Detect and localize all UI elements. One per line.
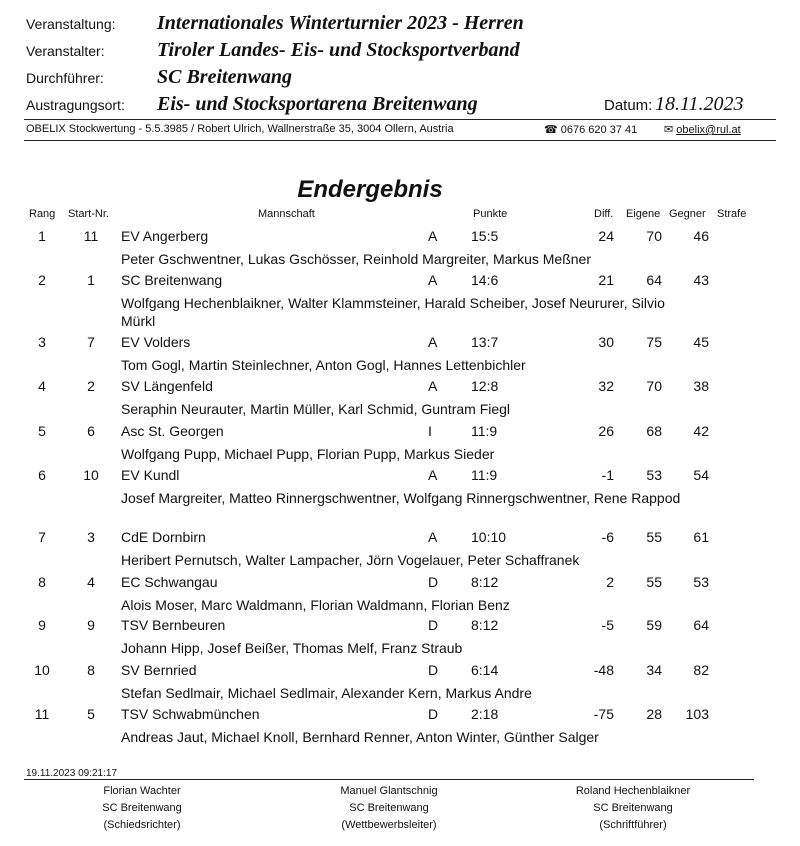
team-players: Seraphin Neurauter, Martin Müller, Karl Schmid, Guntram Fiegl xyxy=(121,401,511,417)
cell-team: EV Kundl xyxy=(121,467,180,483)
cell-gegner: 46 xyxy=(693,228,709,244)
team-players: Wolfgang Pupp, Michael Pupp, Florian Pupp, Markus Sieder xyxy=(121,446,495,462)
datum-label: Datum: xyxy=(604,97,653,114)
phone-number: 0676 620 37 41 xyxy=(560,124,638,136)
cell-group: A xyxy=(428,272,438,288)
col-start: Start-Nr. xyxy=(68,208,109,220)
cell-gegner: 61 xyxy=(693,529,709,545)
cell-diff: 30 xyxy=(598,334,614,350)
cell-start: 9 xyxy=(87,617,95,633)
divider xyxy=(24,140,776,141)
cell-eigene: 53 xyxy=(646,467,662,483)
cell-gegner: 103 xyxy=(685,706,709,722)
cell-eigene: 64 xyxy=(646,272,662,288)
datum-value: 18.11.2023 xyxy=(655,93,744,115)
signature-role: (Wettbewerbsleiter) xyxy=(341,819,437,831)
cell-punkte: 12:8 xyxy=(471,378,499,394)
cell-punkte: 10:10 xyxy=(471,529,507,545)
cell-rang: 10 xyxy=(34,662,50,678)
cell-group: A xyxy=(428,378,438,394)
cell-group: I xyxy=(428,423,432,439)
cell-eigene: 59 xyxy=(646,617,662,633)
field-label: Durchführer: xyxy=(26,70,104,86)
cell-team: SC Breitenwang xyxy=(121,272,223,288)
contact-email xyxy=(664,123,741,136)
cell-diff: -1 xyxy=(601,467,614,483)
cell-start: 2 xyxy=(87,378,95,394)
signature-club: SC Breitenwang xyxy=(593,802,673,814)
email-link[interactable]: obelix@rul.at xyxy=(676,124,741,136)
team-players: Peter Gschwentner, Lukas Gschösser, Reinhold Margreiter, Markus Meßner xyxy=(121,251,591,267)
signature-club: SC Breitenwang xyxy=(349,802,429,814)
cell-gegner: 43 xyxy=(693,272,709,288)
cell-rang: 8 xyxy=(38,574,46,590)
cell-gegner: 38 xyxy=(693,378,709,394)
signature-block xyxy=(52,783,232,834)
cell-diff: 2 xyxy=(606,574,614,590)
cell-diff: 26 xyxy=(598,423,614,439)
cell-team: TSV Bernbeuren xyxy=(121,617,226,633)
col-gegner: Gegner xyxy=(669,208,706,220)
col-strafe: Strafe xyxy=(717,208,747,220)
page-title: Endergebnis xyxy=(297,176,443,203)
cell-team: EV Volders xyxy=(121,334,191,350)
cell-team: EV Angerberg xyxy=(121,228,209,244)
signature-club: SC Breitenwang xyxy=(102,802,182,814)
field-label: Veranstaltung: xyxy=(26,16,116,32)
cell-punkte: 14:6 xyxy=(471,272,499,288)
cell-gegner: 82 xyxy=(693,662,709,678)
field-value: Tiroler Landes- Eis- und Stocksportverband xyxy=(157,39,520,61)
cell-team: SV Längenfeld xyxy=(121,378,213,394)
cell-start: 6 xyxy=(87,423,95,439)
field-label: Austragungsort: xyxy=(26,97,125,113)
team-players: Josef Margreiter, Matteo Rinnergschwentner, Wolfgang Rinnergschwentner, Rene Rappod xyxy=(121,490,681,506)
team-players: Johann Hipp, Josef Beißer, Thomas Melf, Franz Straub xyxy=(121,640,463,656)
field-value: SC Breitenwang xyxy=(157,66,293,88)
cell-start: 7 xyxy=(87,334,95,350)
signature-role: (Schiedsrichter) xyxy=(103,819,181,831)
cell-gegner: 64 xyxy=(693,617,709,633)
header-row-veranstalter xyxy=(26,39,766,65)
cell-punkte: 2:18 xyxy=(471,706,499,722)
cell-rang: 11 xyxy=(34,706,50,722)
cell-eigene: 68 xyxy=(646,423,662,439)
field-label: Veranstalter: xyxy=(26,43,105,59)
cell-punkte: 15:5 xyxy=(471,228,499,244)
divider xyxy=(24,779,754,780)
cell-punkte: 11:9 xyxy=(471,467,498,483)
cell-group: A xyxy=(428,467,438,483)
contact-phone xyxy=(544,123,637,136)
cell-start: 5 xyxy=(87,706,95,722)
header-row-veranstaltung xyxy=(26,12,766,38)
cell-rang: 6 xyxy=(38,467,46,483)
team-players: Alois Moser, Marc Waldmann, Florian Waldmann, Florian Benz xyxy=(121,597,510,613)
cell-gegner: 42 xyxy=(693,423,709,439)
header-row-austragungsort xyxy=(26,93,766,119)
cell-gegner: 53 xyxy=(693,574,709,590)
team-players: Andreas Jaut, Michael Knoll, Bernhard Renner, Anton Winter, Günther Salger xyxy=(121,729,599,745)
cell-rang: 1 xyxy=(38,228,46,244)
cell-punkte: 8:12 xyxy=(471,617,499,633)
cell-punkte: 11:9 xyxy=(471,423,498,439)
cell-punkte: 6:14 xyxy=(471,662,499,678)
cell-diff: -5 xyxy=(601,617,614,633)
cell-start: 10 xyxy=(83,467,99,483)
cell-group: A xyxy=(428,228,438,244)
team-players: Wolfgang Hechenblaikner, Walter Klammsteiner, Harald Scheiber, Josef Neururer, Silvio Mürkl xyxy=(121,295,665,329)
cell-diff: 21 xyxy=(598,272,614,288)
signature-name: Roland Hechenblaikner xyxy=(575,785,691,797)
cell-eigene: 70 xyxy=(646,378,662,394)
team-players: Tom Gogl, Martin Steinlechner, Anton Gogl, Hannes Lettenbichler xyxy=(121,357,526,373)
field-value: Internationales Winterturnier 2023 - Herren xyxy=(157,12,524,34)
cell-diff: -75 xyxy=(593,706,614,722)
col-team: Mannschaft xyxy=(258,208,315,220)
cell-group: A xyxy=(428,334,438,350)
cell-eigene: 70 xyxy=(646,228,662,244)
col-rang: Rang xyxy=(29,208,56,220)
cell-punkte: 13:7 xyxy=(471,334,499,350)
cell-rang: 4 xyxy=(38,378,46,394)
col-eigene: Eigene xyxy=(626,208,661,220)
cell-eigene: 34 xyxy=(646,662,662,678)
team-players: Stefan Sedlmair, Michael Sedlmair, Alexander Kern, Markus Andre xyxy=(121,685,532,701)
field-value: Eis- und Stocksportarena Breitenwang xyxy=(157,93,478,115)
cell-group: D xyxy=(428,706,439,722)
cell-group: D xyxy=(428,662,439,678)
cell-team: TSV Schwabmünchen xyxy=(121,706,260,722)
cell-start: 8 xyxy=(87,662,95,678)
cell-group: A xyxy=(428,529,438,545)
cell-start: 3 xyxy=(87,529,95,545)
cell-rang: 2 xyxy=(38,272,46,288)
cell-gegner: 54 xyxy=(693,467,709,483)
contact-address: OBELIX Stockwertung - 5.5.3985 / Robert Ulrich, Wallnerstraße 35, 3004 Ollern, Austria xyxy=(26,123,454,135)
phone-icon: ☎ xyxy=(544,124,558,136)
cell-rang: 5 xyxy=(38,423,46,439)
team-players: Heribert Pernutsch, Walter Lampacher, Jörn Vogelauer, Peter Schaffranek xyxy=(121,552,580,568)
cell-group: D xyxy=(428,574,439,590)
cell-start: 1 xyxy=(87,272,95,288)
signature-block xyxy=(543,783,723,834)
cell-eigene: 55 xyxy=(646,574,662,590)
col-diff: Diff. xyxy=(594,208,614,220)
cell-start: 4 xyxy=(87,574,95,590)
cell-team: Asc St. Georgen xyxy=(121,423,224,439)
cell-diff: -48 xyxy=(593,662,614,678)
cell-eigene: 75 xyxy=(646,334,662,350)
cell-diff: 32 xyxy=(598,378,614,394)
cell-group: D xyxy=(428,617,439,633)
cell-rang: 9 xyxy=(38,617,46,633)
cell-team: CdE Dornbirn xyxy=(121,529,206,545)
cell-eigene: 55 xyxy=(646,529,662,545)
cell-rang: 7 xyxy=(38,529,46,545)
cell-rang: 3 xyxy=(38,334,46,350)
cell-eigene: 28 xyxy=(646,706,662,722)
cell-diff: -6 xyxy=(601,529,614,545)
cell-team: SV Bernried xyxy=(121,662,197,678)
cell-gegner: 45 xyxy=(693,334,709,350)
cell-punkte: 8:12 xyxy=(471,574,499,590)
cell-start: 11 xyxy=(83,228,99,244)
col-punkte: Punkte xyxy=(473,208,508,220)
header-row-durchfuehrer xyxy=(26,66,766,92)
cell-diff: 24 xyxy=(598,228,614,244)
signature-name: Florian Wachter xyxy=(103,785,181,797)
envelope-icon: ✉ xyxy=(664,124,674,136)
signature-block xyxy=(299,783,479,834)
signature-role: (Schriftführer) xyxy=(599,819,667,831)
print-timestamp: 19.11.2023 09:21:17 xyxy=(26,768,118,779)
cell-team: EC Schwangau xyxy=(121,574,218,590)
signature-name: Manuel Glantschnig xyxy=(340,785,438,797)
divider xyxy=(24,119,776,120)
